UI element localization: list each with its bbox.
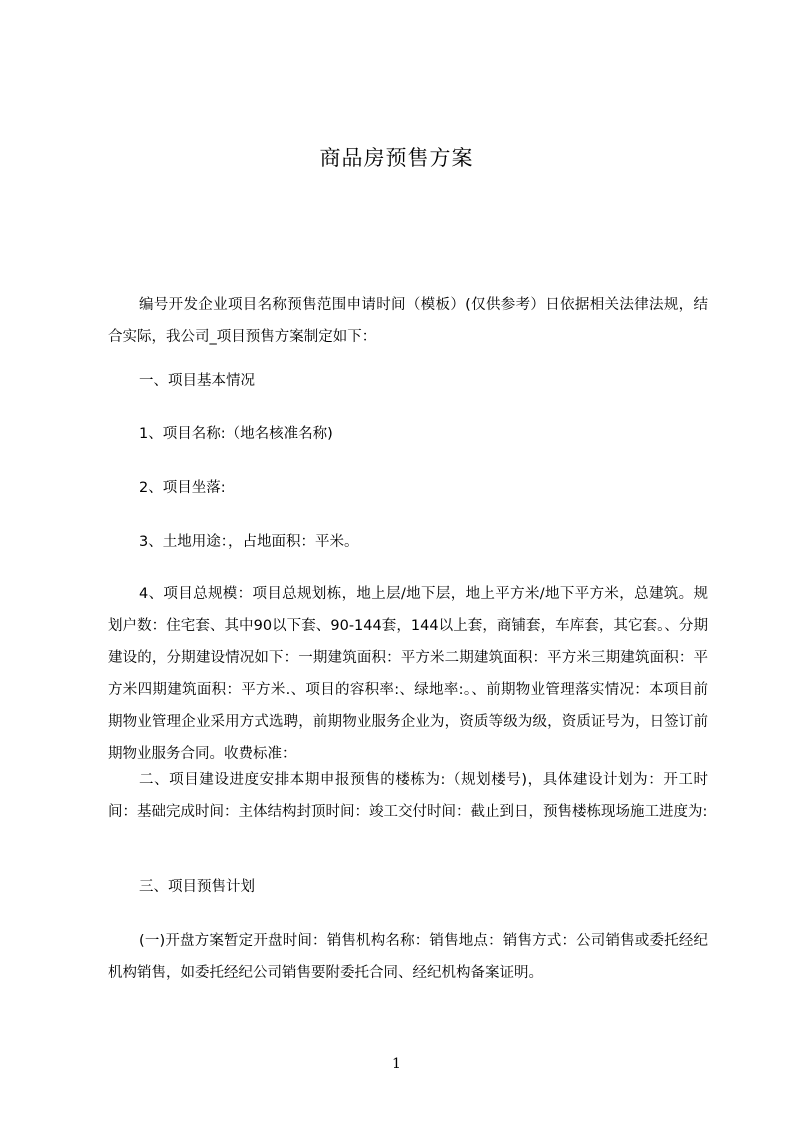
document-title: 商品房预售方案 — [319, 146, 474, 170]
item-project-name: 1、项目名称:（地名核准名称) — [139, 426, 333, 442]
section-construction-schedule: 二、项目建设进度安排本期申报预售的楼栋为:（规划楼号)，具体建设计划为：开工时间：基础完成时间：主体结构封顶时间：竣工交付时间：截止到日，预售楼栋现场施工进度为: — [108, 772, 708, 820]
item-opening-plan: (一)开盘方案暂定开盘时间：销售机构名称：销售地点：销售方式：公司销售或委托经纪机构销售，如委托经纪公司销售要附委托合同、经纪机构备案证明。 — [108, 933, 708, 981]
section-heading-presale-plan: 三、项目预售计划 — [139, 879, 255, 895]
item-project-scale: 4、项目总规模：项目总规划栋，地上层/地下层，地上平方米/地下平方米，总建筑。规划户数：住宅套、其中90以下套、90-144套，144以上套，商铺套，车库套，其它套。、分期建设的，分期建设情况如下：一期建筑面积：平方米二期建筑面积：平方米三期建筑面积：平方米四期建筑面积：平方米.、项目的容积率:、绿地率:。、前期物业管理落实情况：本项目前期物业管理企业采用方式选聘，前期物业服务企业为，资质等级为级，资质证号为，日签订前期物业服务合同。收费标准： — [108, 586, 708, 762]
page-number: 1 — [392, 1056, 401, 1072]
intro-paragraph: 编号开发企业项目名称预售范围申请时间（模板）(仅供参考）日依据相关法律法规，结合实际，我公司_项目预售方案制定如下： — [108, 297, 708, 345]
item-project-location: 2、项目坐落: — [139, 480, 226, 496]
section-heading-basic-info: 一、项目基本情况 — [139, 373, 255, 389]
item-land-use: 3、土地用途：，占地面积：平米。 — [139, 534, 359, 550]
